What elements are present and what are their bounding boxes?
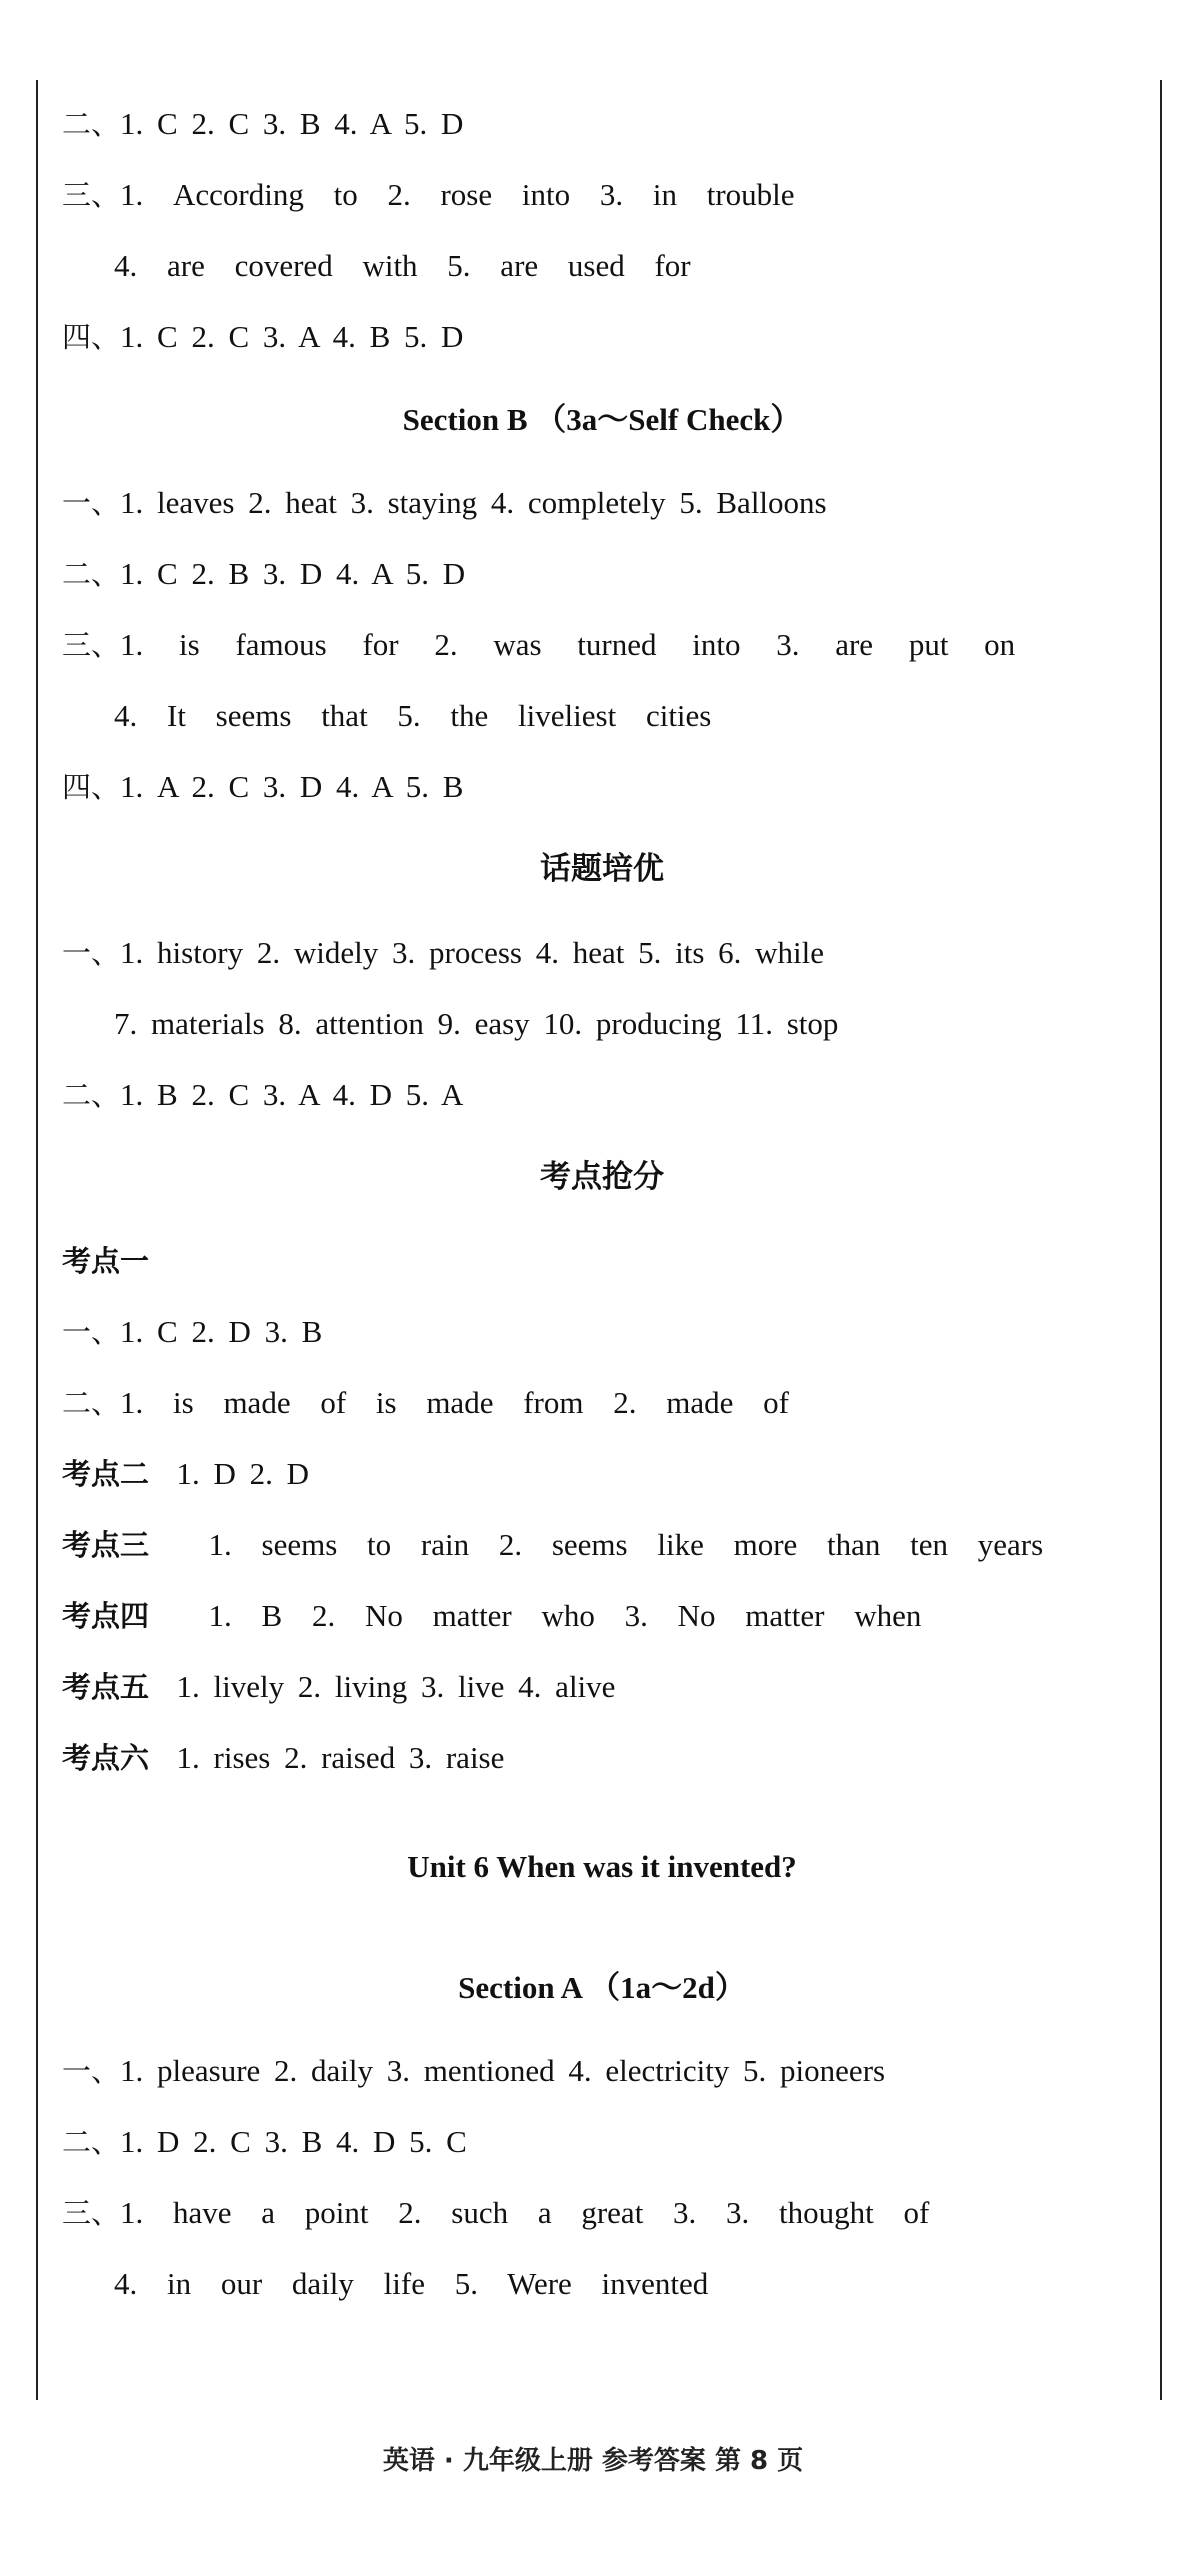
answer-line: 4. are covered with 5. are used for <box>114 248 691 283</box>
answer-line: 三、1. is famous for 2. was turned into 3. are put on <box>62 627 1016 662</box>
answer-line: 一、1. pleasure 2. daily 3. mentioned 4. electricity 5. pioneers <box>62 2053 886 2088</box>
answer-line: 二、1. C 2. B 3. D 4. A 5. D <box>62 556 466 591</box>
answer-line: 考点六 1. rises 2. raised 3. raise <box>62 1740 505 1775</box>
point-label-line <box>62 1225 1142 1296</box>
section-b-heading: Section B （3a～Self Check） <box>402 402 802 437</box>
answer-line: 一、1. leaves 2. heat 3. staying 4. completely 5. Balloons <box>62 485 827 520</box>
answer-line: 四、1. A 2. C 3. D 4. A 5. B <box>62 769 464 804</box>
point-label: 考点一 <box>62 1244 150 1278</box>
point-label: 考点三 <box>62 1528 150 1562</box>
topic-heading: 话题培优 <box>540 851 664 887</box>
answer-line: 考点五 1. lively 2. living 3. live 4. alive <box>62 1669 616 1704</box>
point-label: 考点五 <box>62 1670 150 1704</box>
unit6-heading: Unit 6 When was it invented? <box>407 1849 797 1884</box>
answer-line: 7. materials 8. attention 9. easy 10. producing 11. stop <box>114 1006 839 1041</box>
answer-line: 一、1. history 2. widely 3. process 4. heat 5. its 6. while <box>62 935 825 970</box>
points-heading: 考点抢分 <box>540 1159 664 1195</box>
answer-content <box>62 88 1142 2319</box>
answer-line: 4. in our daily life 5. Were invented <box>114 2266 709 2301</box>
point-label: 考点六 <box>62 1741 150 1775</box>
spacer <box>62 1793 1142 1819</box>
point-label: 考点二 <box>62 1457 150 1491</box>
answer-page <box>18 0 1168 2563</box>
page-footer: 英语 · 九年级上册 参考答案 第 8 页 <box>382 2446 804 2476</box>
spacer <box>62 1914 1142 1940</box>
answer-line: 二、1. C 2. C 3. B 4. A 5. D <box>62 106 464 141</box>
point-label: 考点四 <box>62 1599 150 1633</box>
answer-line: 三、1. have a point 2. such a great 3. 3. thought of <box>62 2195 930 2230</box>
answer-line: 4. It seems that 5. the liveliest cities <box>114 698 712 733</box>
answer-line: 三、1. According to 2. rose into 3. in trouble <box>62 177 795 212</box>
right-border-rule <box>1160 80 1162 2400</box>
answer-line: 一、1. C 2. D 3. B <box>62 1314 323 1349</box>
answer-line: 考点二 1. D 2. D <box>62 1456 310 1491</box>
answer-line: 二、1. B 2. C 3. A 4. D 5. A <box>62 1077 464 1112</box>
left-border-rule <box>36 80 38 2400</box>
answer-line: 考点四 1. B 2. No matter who 3. No matter when <box>62 1598 922 1633</box>
answer-line: 考点三 1. seems to rain 2. seems like more than ten years <box>62 1527 1044 1562</box>
answer-line: 二、1. D 2. C 3. B 4. D 5. C <box>62 2124 467 2159</box>
answer-line: 四、1. C 2. C 3. A 4. B 5. D <box>62 319 464 354</box>
answer-line: 二、1. is made of is made from 2. made of <box>62 1385 789 1420</box>
section-a-heading: Section A （1a～2d） <box>458 1970 746 2005</box>
